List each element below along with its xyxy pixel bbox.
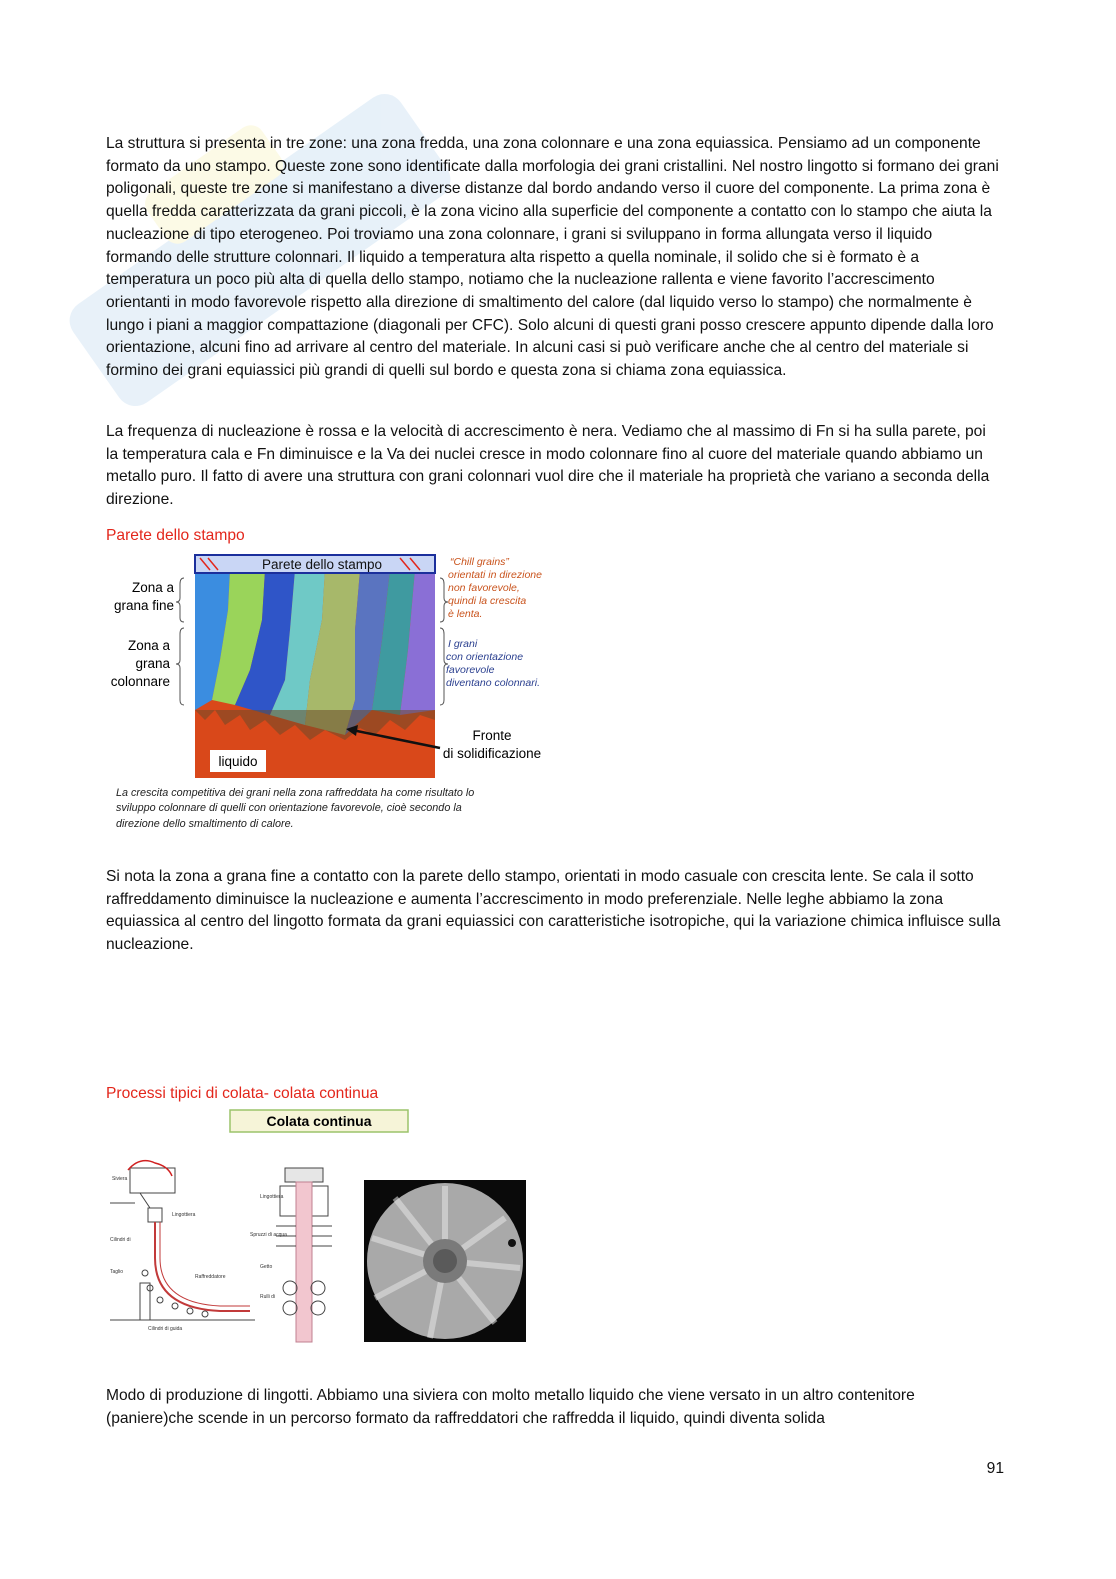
columnar-note-2: con orientazione [446, 651, 524, 663]
paragraph-ingot-production: Modo di produzione di lingotti. Abbiamo una siviera con molto metallo liquido che viene versato in un altro contenitore (paniere)che scende in un percorso formato da raffreddatori che raffredda il liquido, quindi diventa solida [106, 1387, 915, 1427]
svg-text:Cilindri di guida: Cilindri di guida [148, 1326, 183, 1332]
front-label-1: Fronte [472, 728, 512, 743]
figure-caption-3: direzione dello smaltimento di calore. [116, 818, 294, 830]
svg-text:Spruzzi di acqua: Spruzzi di acqua [250, 1232, 287, 1238]
liquid-label: liquido [218, 754, 258, 769]
grain-structure-figure [100, 550, 560, 840]
zone-columnar-label-2: grana [135, 656, 170, 671]
svg-text:Rulli di: Rulli di [260, 1294, 276, 1300]
zone-fine-label-2: grana fine [113, 598, 174, 613]
svg-text:Raffreddatore: Raffreddatore [195, 1274, 226, 1280]
mold-schematic [276, 1168, 332, 1342]
page-number: 91 [986, 1460, 1004, 1477]
chill-note-4: quindi la crescita [448, 595, 527, 607]
svg-text:Taglio: Taglio [110, 1269, 124, 1275]
chill-note-1: “Chill grains” [450, 556, 509, 568]
columnar-note-4: diventano colonnari. [446, 677, 540, 689]
continuous-casting-title: Colata continua [266, 1113, 372, 1129]
casting-machine-schematic [110, 1161, 255, 1320]
zone-columnar-label-1: Zona a [127, 638, 170, 653]
svg-text:Siviera: Siviera [112, 1176, 128, 1182]
figure-caption-1: La crescita competitiva dei grani nella zona raffreddata ha come risultato lo [116, 787, 475, 799]
front-label-2: di solidificazione [442, 746, 542, 761]
zone-fine-label-1: Zona a [131, 580, 174, 595]
paragraph-nucleation-frequency: La frequenza di nucleazione è rossa e la velocità di accrescimento è nera. Vediamo che al massimo di Fn si ha sulla parete, poi la temperatura cala e Fn diminuisce e la Va dei nuclei cresce in modo colonnare fino al cuore del materiale quando abbiamo un metallo puro. Il fatto di avere una struttura con grani colonnari vuol dire che il materiale ha proprietà che variano a seconda della direzione. [106, 423, 990, 509]
chill-note-5: è lenta. [448, 608, 483, 620]
mold-wall-label: Parete dello stampo [261, 557, 383, 572]
svg-text:Lingottiera: Lingottiera [172, 1212, 196, 1218]
figure-caption-2: sviluppo colonnare di quelli con orientazione favorevole, cioè secondo la [116, 802, 462, 814]
columnar-note-3: favorevole [446, 664, 495, 676]
svg-text:Cilindri di: Cilindri di [110, 1237, 131, 1243]
heading-mold-wall: Parete dello stampo [106, 527, 245, 544]
chill-note-3: non favorevole, [448, 582, 520, 594]
continuous-casting-figure [100, 1108, 540, 1348]
columnar-note-1: I grani [448, 638, 478, 650]
zone-columnar-label-3: colonnare [110, 674, 170, 689]
svg-text:Getto: Getto [260, 1264, 273, 1270]
heading-continuous-casting: Processi tipici di colata- colata continua [106, 1085, 379, 1102]
paragraph-zone-structure: La struttura si presenta in tre zone: una zona fredda, una zona colonnare e una zona equiassica. Pensiamo ad un componente formato da uno stampo. Queste zone sono identificate dalla morfologia dei grani cristallini. Nel nostro lingotto si formano dei grani poligonali, queste tre zone si manifestano a diverse distanze dal bordo andando verso il cuore del componente. La prima zona è quella fredda caratterizzata da grani piccoli, è la zona vicino alla superficie del componente a contatto con lo stampo che aiuta la nucleazione di tipo eterogeneo. Poi troviamo una zona colonnare, i grani si sviluppano in forma allungata verso il liquido formando delle strutture colonnari. Il liquido a temperatura alta rispetto a quella nominale, il solido che si è formato è a temperatura un poco più alta di quella dello stampo, notiamo che la nucleazione rallenta e viene favorito l’accrescimento orientanti in modo favorevole rispetto alla direzione di smaltimento del calore (dal liquido verso lo stampo) che normalmente è lungo i piani a maggior compattazione (diagonali per CFC). Solo alcuni di questi grani posso crescere appunto dipende dalla loro orientazione, alcuni fino ad arrivare al centro del materiale. In alcuni casi si può verificare anche che al centro del materiale si formino dei grani equiassici più grandi di quelli sul bordo e questa zona si chiama zona equiassica. [106, 135, 999, 380]
svg-text:Lingottiera: Lingottiera [260, 1194, 284, 1200]
chill-note-2: orientati in direzione [448, 569, 542, 581]
paragraph-fine-grain-zone: Si nota la zona a grana fine a contatto con la parete dello stampo, orientati in modo casuale con crescita lente. Se cala il sotto raffreddamento diminuisce la nucleazione e aumenta l’accrescimento in modo preferenziale. Nelle leghe abbiamo la zona equiassica al centro del lingotto formata da grani equiassici con caratteristiche isotropiche, qui la variazione chimica influisce sulla nucleazione. [106, 868, 1001, 954]
